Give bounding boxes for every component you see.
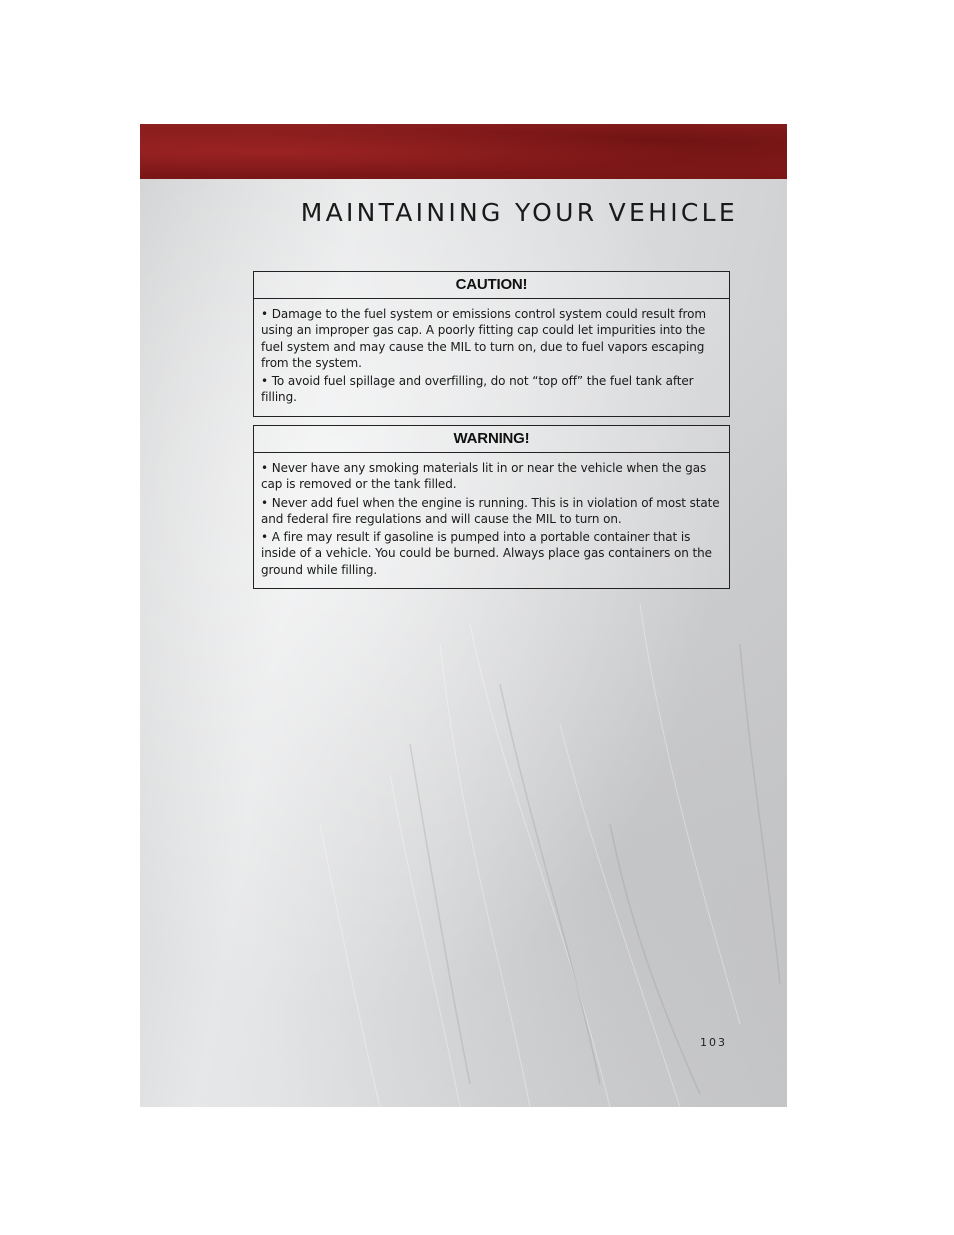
caution-body [254, 299, 729, 416]
caution-box [253, 271, 730, 417]
caution-heading: CAUTION! [254, 272, 729, 299]
warning-item: • Never have any smoking materials lit in or near the vehicle when the gas cap is removed or the tank filled. [261, 461, 707, 492]
section-banner [140, 124, 787, 179]
caution-item: • Damage to the fuel system or emissions control system could result from using an improper gas cap. A poorly fitting cap could let impurities into the fuel system and may cause the MIL to turn on, due to fuel vapors escaping from the system. [261, 307, 706, 370]
warning-heading: WARNING! [254, 426, 729, 453]
warning-body [254, 453, 729, 588]
page-number: 103 [700, 1036, 727, 1049]
section-title: MAINTAINING YOUR VEHICLE [300, 198, 738, 227]
manual-page [140, 124, 787, 1107]
caution-item: • To avoid fuel spillage and overfilling, do not “top off” the fuel tank after filling. [261, 374, 694, 405]
warning-item: • Never add fuel when the engine is running. This is in violation of most state and federal fire regulations and will cause the MIL to turn on. [261, 495, 720, 526]
warning-item: • A fire may result if gasoline is pumped into a portable container that is inside of a vehicle. You could be burned. Always place gas containers on the ground while filling. [261, 530, 712, 577]
warning-box [253, 425, 730, 589]
